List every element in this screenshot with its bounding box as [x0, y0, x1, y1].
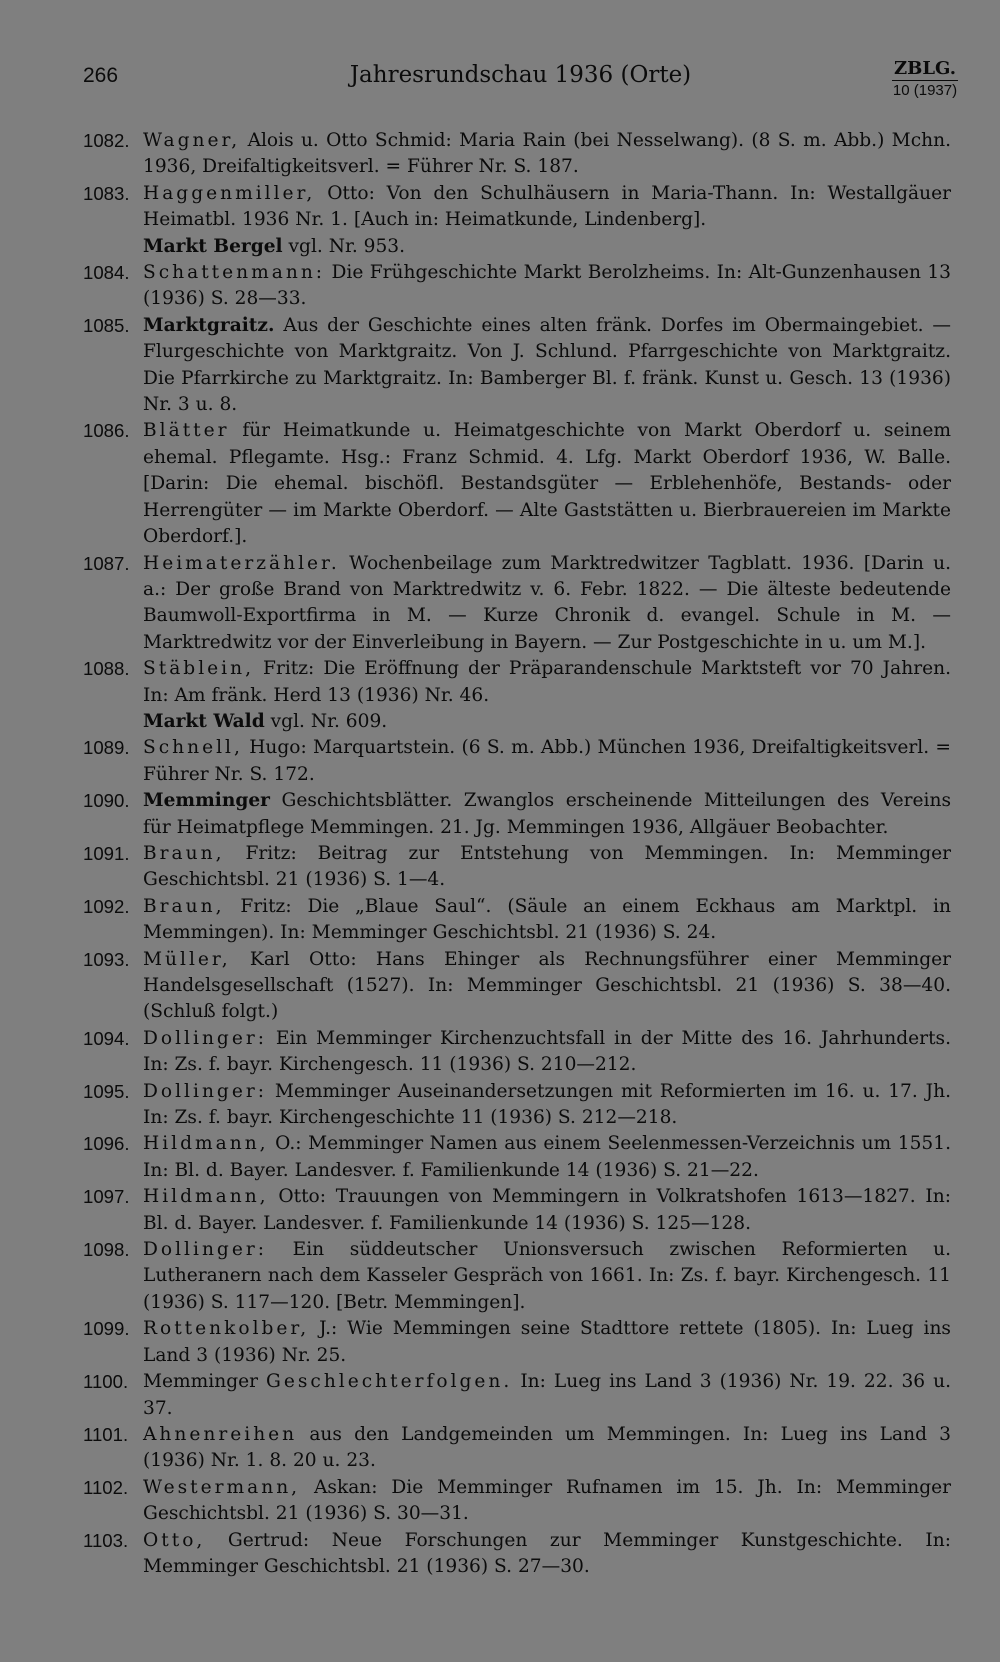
entry-author: Schnell, — [143, 737, 243, 759]
entry-text: Fritz: Beitrag zur Entstehung von Memmingen. In: Memminger Geschichtsbl. 21 (1936) S. 1—4. — [143, 842, 951, 891]
entry-author: Hildmann, — [143, 1186, 269, 1208]
entry-number: 1084. — [83, 262, 130, 284]
entry-keyword: Marktgraitz. — [143, 314, 275, 336]
entry-number: 1086. — [83, 420, 130, 442]
entry-author: Schattenmann: — [143, 262, 326, 284]
entry-number: 1087. — [83, 552, 130, 574]
entry-number: 1093. — [83, 948, 130, 970]
entry-author: Dollinger: — [143, 1080, 267, 1102]
entry-author: Ahnenreihen — [143, 1423, 298, 1445]
entry-number: 1092. — [83, 895, 130, 917]
bibliography-entry — [83, 1079, 951, 1132]
bibliography-entry — [83, 128, 951, 181]
journal-volume: 10 (1937) — [892, 82, 958, 99]
cross-reference — [83, 234, 951, 260]
entry-text: aus den Landgemeinden um Memmingen. In: Lueg ins Land 3 (1936) Nr. 1. 8. 20 u. 23. — [143, 1423, 951, 1472]
entry-author: Hildmann, — [143, 1133, 269, 1155]
entry-number: 1103. — [83, 1529, 129, 1551]
entry-author: Braun, — [143, 842, 225, 864]
page-number: 266 — [83, 64, 119, 87]
entry-author: Westermann, — [143, 1476, 301, 1498]
entry-number: 1102. — [83, 1476, 129, 1498]
entry-text: Alois u. Otto Schmid: Maria Rain (bei Nesselwang). (8 S. m. Abb.) Mchn. 1936, Dreifaltigkeitsverl. = Führer Nr. S. 187. — [143, 130, 951, 178]
entry-text: Wochenbeilage zum Marktredwitzer Tagblatt. 1936. [Darin u. a.: Der große Brand von Marktredwitz v. 6. Febr. 1822. — Die älteste bedeutende Baumwoll-Exportfirma in M. — Kurze Chronik d. evangel. Schule in M. — Marktredwitz vor der Einverleibung in Bayern. — Zur Postgeschichte in u. um M.]. — [143, 552, 951, 653]
entry-keyword: Markt Wald — [143, 710, 265, 732]
entry-number: 1085. — [83, 314, 130, 336]
entry-number: 1098. — [83, 1239, 130, 1261]
entry-number: 1091. — [83, 842, 130, 864]
entry-author: Rottenkolber, — [143, 1318, 310, 1340]
entry-author: Braun, — [143, 895, 225, 917]
bibliography-entry — [83, 841, 951, 894]
entry-text: Askan: Die Memminger Rufnamen im 15. Jh. In: Memminger Geschichtsbl. 21 (1936) S. 30—31. — [143, 1476, 951, 1525]
entry-number: 1094. — [83, 1027, 130, 1049]
entry-text: Ein Memminger Kirchenzuchtsfall in der Mitte des 16. Jahrhunderts. In: Zs. f. bayr. Kirchengesch. 11 (1936) S. 210—212. — [143, 1027, 951, 1076]
entry-author: Heimaterzähler. — [143, 552, 340, 574]
journal-code — [892, 58, 958, 99]
entry-number: 1089. — [83, 737, 130, 759]
entry-text: Hugo: Marquartstein. (6 S. m. Abb.) München 1936, Dreifaltigkeitsverl. = Führer Nr. S. 172. — [143, 737, 951, 785]
bibliography-entry — [83, 1316, 951, 1369]
entry-text: Geschichtsblätter. Zwanglos erscheinende Mitteilungen des Vereins für Heimatpflege Memmingen. 21. Jg. Memmingen 1936, Allgäuer Beobachter. — [143, 790, 951, 838]
entry-text: Otto: Von den Schulhäusern in Maria-Thann. In: Westallgäuer Heimatbl. 1936 Nr. 1. [Auch in: Heimatkunde, Lindenberg]. — [143, 182, 951, 231]
entry-author: Haggenmiller, — [143, 182, 316, 204]
entry-text: In: Lueg ins Land 3 (1936) Nr. 19. 22. 36 u. 37. — [143, 1371, 951, 1419]
bibliography-list — [83, 128, 951, 1580]
entry-number: 1083. — [83, 182, 130, 204]
bibliography-entry — [83, 1528, 951, 1581]
entry-text: Memminger Auseinandersetzungen mit Reformierten im 16. u. 17. Jh. In: Zs. f. bayr. Kirchengeschichte 11 (1936) S. 212—218. — [143, 1080, 951, 1129]
entry-author: Otto, — [143, 1529, 206, 1551]
bibliography-entry — [83, 1422, 951, 1475]
entry-author: Geschlechterfolgen. — [266, 1371, 513, 1393]
bibliography-entry — [83, 735, 951, 788]
entry-text: für Heimatkunde u. Heimatgeschichte von Markt Oberdorf u. seinem ehemal. Pflegamte. Hsg.: Franz Schmid. 4. Lfg. Markt Oberdorf 1936, W. Balle. [Darin: Die ehemal. bischöfl. Bestandsgüter — Erblehenhöfe, Bestands- oder Herrengüter — im Markte Oberdorf. — Alte Gaststätten u. Bierbrauereien im Markte Oberdorf.]. — [143, 420, 951, 548]
entry-number: 1100. — [83, 1371, 129, 1393]
entry-author: Wagner, — [143, 130, 241, 151]
bibliography-entry — [83, 313, 951, 419]
journal-abbrev: ZBLG. — [893, 58, 956, 79]
entry-author: Müller, — [143, 948, 231, 970]
entry-text: Aus der Geschichte eines alten fränk. Dorfes im Obermaingebiet. — Flurgeschichte von Marktgraitz. Von J. Schlund. Pfarrgeschichte von Marktgraitz. Die Pfarrkirche zu Marktgraitz. In: Bamberger Bl. f. fränk. Kunst u. Gesch. 13 (1936) Nr. 3 u. 8. — [143, 314, 951, 416]
entry-text: Otto: Trauungen von Memmingern in Volkratshofen 1613—1827. In: Bl. d. Bayer. Landesver. f. Familienkunde 14 (1936) S. 125—128. — [143, 1186, 951, 1234]
running-title: Jahresrundschau 1936 (Orte) — [349, 62, 692, 88]
entry-keyword: Memminger — [143, 790, 270, 812]
entry-keyword: Markt Bergel — [143, 235, 283, 257]
bibliography-entry — [83, 551, 951, 657]
entry-text: Fritz: Die „Blaue Saul“. (Säule an einem Eckhaus am Marktpl. in Memmingen). In: Memminger Geschichtsbl. 21 (1936) S. 24. — [143, 895, 951, 944]
cross-reference — [83, 709, 951, 735]
bibliography-entry — [83, 1131, 951, 1184]
entry-author: Dollinger: — [143, 1239, 267, 1261]
entry-number: 1097. — [83, 1186, 130, 1208]
bibliography-entry — [83, 181, 951, 234]
bibliography-entry — [83, 947, 951, 1026]
entry-number: 1099. — [83, 1318, 130, 1340]
bibliography-entry — [83, 656, 951, 709]
entry-text: J.: Wie Memmingen seine Stadttore rettete (1805). In: Lueg ins Land 3 (1936) Nr. 25. — [143, 1318, 951, 1366]
entry-text: Karl Otto: Hans Ehinger als Rechnungsführer einer Memminger Handelsgesellschaft (1527). In: Memminger Geschichtsbl. 21 (1936) S. 38—40. (Schluß folgt.) — [143, 948, 951, 1023]
entry-author: Blätter — [143, 420, 230, 442]
entry-number: 1095. — [83, 1080, 130, 1102]
bibliography-entry — [83, 418, 951, 550]
entry-author: Dollinger: — [143, 1027, 267, 1049]
bibliography-entry — [83, 1369, 951, 1422]
entry-text: Fritz: Die Eröffnung der Präparandenschule Marktsteft vor 70 Jahren. In: Am fränk. Herd 13 (1936) Nr. 46. — [143, 658, 951, 706]
entry-text: vgl. Nr. 609. — [270, 710, 388, 732]
entry-number: 1096. — [83, 1133, 130, 1155]
bibliography-entry — [83, 894, 951, 947]
bibliography-entry — [83, 1184, 951, 1237]
entry-text: Die Frühgeschichte Markt Berolzheims. In: Alt-Gunzenhausen 13 (1936) S. 28—33. — [143, 262, 951, 310]
entry-number: 1090. — [83, 790, 130, 812]
bibliography-entry — [83, 788, 951, 841]
entry-lead: Memminger — [143, 1371, 259, 1393]
entry-author: Stäblein, — [143, 658, 254, 680]
bibliography-entry — [83, 260, 951, 313]
bibliography-entry — [83, 1026, 951, 1079]
entry-text: O.: Memminger Namen aus einem Seelenmessen-Verzeichnis um 1551. In: Bl. d. Bayer. Landesver. f. Familienkunde 14 (1936) S. 21—22. — [143, 1133, 951, 1181]
entry-text: vgl. Nr. 953. — [288, 235, 406, 257]
entry-number: 1088. — [83, 658, 130, 680]
entry-text: Gertrud: Neue Forschungen zur Memminger Kunstgeschichte. In: Memminger Geschichtsbl. 21 (1936) S. 27—30. — [143, 1529, 951, 1577]
page-header — [83, 58, 958, 108]
entry-text: Ein süddeutscher Unionsversuch zwischen Reformierten u. Lutheranern nach dem Kasseler Gespräch von 1661. In: Zs. f. bayr. Kirchengesch. 11 (1936) S. 117—120. [Betr. Memmingen]. — [143, 1239, 951, 1313]
bibliography-entry — [83, 1237, 951, 1316]
bibliography-entry — [83, 1475, 951, 1528]
entry-number: 1082. — [83, 130, 130, 151]
entry-number: 1101. — [83, 1423, 129, 1445]
